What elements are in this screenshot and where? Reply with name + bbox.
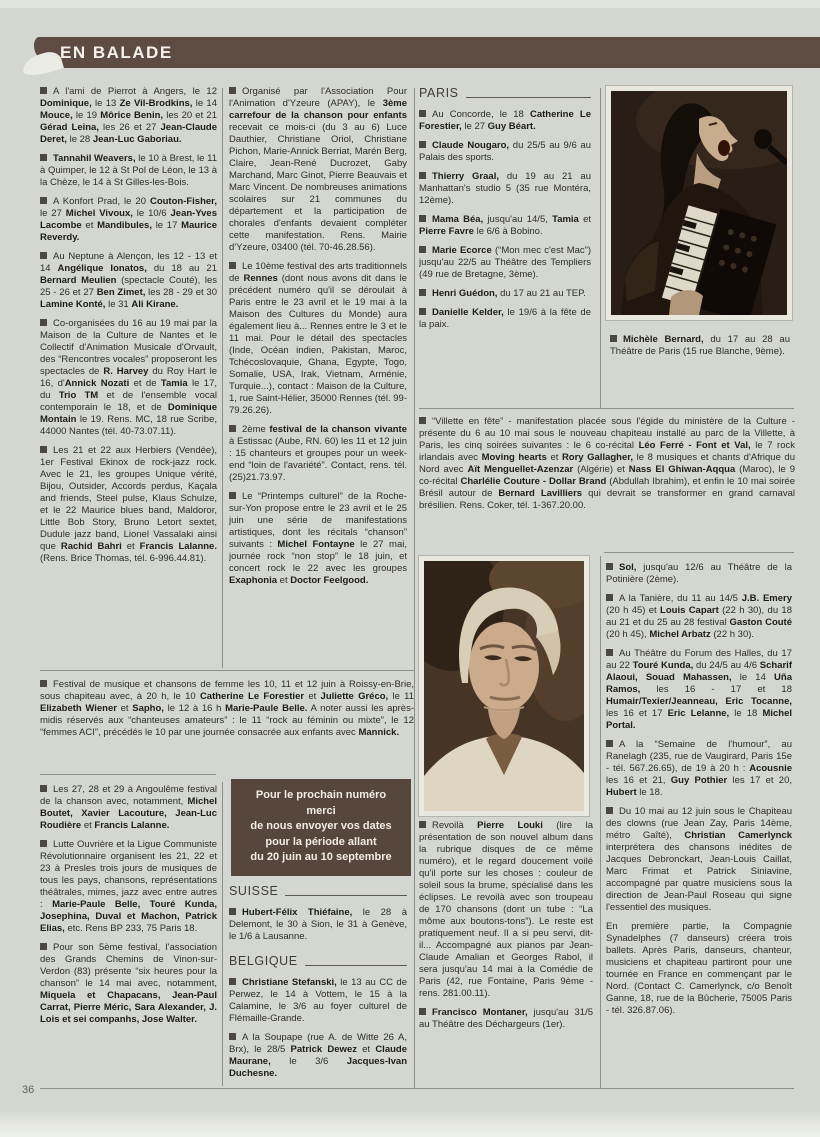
belgique-heading: BELGIQUE [229,954,407,968]
column-2-top [229,86,407,670]
paragraph [610,334,790,358]
artist-name: R. Harvey [103,366,149,377]
belgique-paragraphs [229,977,407,1080]
artist-name: Juliette Gréco, [320,691,389,702]
next-issue-announcement-box [231,779,411,876]
body-text: les 16 et 21, [606,775,671,786]
column-4-main [606,562,792,1084]
body-text: Au Théâtre du Forum des Halles, du 17 au 22 [606,648,792,671]
bullet-square-icon [606,649,613,656]
artist-name: Eric Lelanne, [667,708,730,719]
bullet-square-icon [229,425,236,432]
paragraph [419,416,795,512]
divider [419,408,794,409]
bullet-square-icon [610,335,617,342]
paragraph [606,739,792,799]
artist-name: Ze Vil-Brodkins, [119,98,193,109]
divider [40,1088,794,1089]
section-suisse [229,884,407,950]
artist-name: Henri Guédon, [432,288,498,299]
artist-name: Michel Arbatz [649,629,711,640]
body-text: A l'ami de Pierrot à Angers, le 12 [53,86,217,97]
artist-name: Bernard Meulien [40,275,117,286]
artist-name: Annick Nozati [64,378,130,389]
paragraph [229,491,407,587]
column-3-bottom [419,820,593,1086]
bullet-square-icon [419,289,426,296]
body-text: le 6/6 à Bobino. [473,226,543,237]
pierre-louki-portrait [424,561,584,811]
paragraph [40,251,217,311]
artist-name: Tamia [552,214,579,225]
artist-name: Francisco Montaner, [432,1007,528,1018]
column-rule [222,782,223,1086]
artist-name: Michel Boutet, Xavier Lacouture, Jean-Luc Roudière [40,796,217,831]
body-text: et [578,214,591,225]
body-text: les 16 - 17 et 18 [640,684,792,695]
paragraph [606,562,792,586]
body-text: qui devrait se transformer en grand carnaval brésilien. Rens. Coker, tél. 1-367.20.00. [419,488,795,511]
body-text: du Roy Hart le 16, d' [40,366,217,389]
page-title: EN BALADE [60,43,173,62]
suisse-paragraphs [229,907,407,943]
artist-name: Rennes [243,273,278,284]
body-text: Le “Printemps culturel” de la Roche-sur-Yon propose entre le 23 avril et le 25 juin une série de manifestations artistiques, dont les récitals “chanson” suivants : [229,491,407,550]
bullet-square-icon [419,141,426,148]
paragraph [419,171,591,207]
body-text: jusqu'au 12/6 au Théâtre de la Potinière (2ème). [606,562,792,585]
bullet-square-icon [606,740,613,747]
body-text: et [81,820,95,831]
body-text: le 19 [72,110,101,121]
artist-name: Môrice Benin, [100,110,164,121]
body-text: Au Concorde, le 18 [432,109,530,120]
artist-name: Humair/Texier/Jeanneau, Eric Tocanne, [606,696,792,707]
announcement-line: du 20 juin au 10 septembre [250,851,392,863]
paragraph [606,806,792,914]
body-text: le 18 [729,708,763,719]
bullet-square-icon [606,807,613,814]
artist-name: Danielle Kelder, [432,307,504,318]
body-text: le 11 [388,691,414,702]
paragraph [40,784,217,832]
body-text: les 16 et 17 [606,708,668,719]
paragraph [40,153,217,189]
artist-name: Ben Zimet, [96,287,146,298]
artist-name: Thierry Graal, [432,171,499,182]
body-text: le 28 [66,134,93,145]
body-text: et de [129,378,161,389]
bullet-square-icon [40,252,47,259]
page-number: 36 [22,1084,35,1096]
artist-name: Michel Portal. [606,708,792,731]
paragraph [229,86,407,254]
bullet-square-icon [419,1008,426,1015]
artist-name: Bernard Lavilliers [498,488,583,499]
artist-name: Dominique Montain [40,402,217,425]
artist-name: Miquela et Chapacans, Jean-Paul Carrat, Pierre Méric, Sara Alexander, J. Lois et sei companhs, Jose Walter. [40,990,217,1025]
artist-name: Mannick. [358,727,400,738]
body-text: Revoilà [432,820,478,831]
paragraph [40,318,217,438]
bullet-square-icon [40,680,47,687]
paragraph [40,86,217,146]
body-text: le 10/6 [132,208,171,219]
body-text: et [277,575,291,586]
artist-name: Michel Fontayne [277,539,355,550]
paragraph [229,977,407,1025]
bullet-square-icon [40,154,47,161]
body-text: interprétera des chansons inédites de Jacques Debronckart, Jean-Louis Caillat, Marc Frimat et Patrick Siniavine, accompagné par quatre musiciens sous la direction de Jean-Paul Roseau qui signe l'essentiel des musiques. [606,842,792,913]
artist-name: Michel Vivoux, [65,208,133,219]
artist-name: Rachid Bahri [60,541,122,552]
artist-name: Charlélie Couture - Dollar Brand [460,476,607,487]
body-text: le 17, du [40,378,217,401]
bullet-square-icon [229,978,236,985]
michele-bernard-singing-accordion [611,91,787,315]
artist-name: Pierre Favre [419,226,474,237]
artist-name: Jean-Yves Lacombe [40,208,217,231]
artist-name: Lamine Konté, [40,299,106,310]
body-text: du 19 au 21 au Manhattan's studio 5 (35 rue Montéra, 12ème). [419,171,591,206]
column-1-top [40,86,217,668]
body-text: 2ème [242,424,270,435]
artist-name: Sapho, [132,703,164,714]
divider [40,670,414,671]
artist-name: Rory Gallagher, [561,452,634,463]
artist-name: Mandibules, [97,220,152,231]
body-text: (22 h 30), du 18 au 21 et du 25 au 28 festival [606,605,792,628]
body-text: Organisé par l'Association Pour l'Animation d'Yzeure (APAY), le [229,86,407,109]
bullet-square-icon [419,821,426,828]
bullet-square-icon [229,262,236,269]
paragraph [419,109,591,133]
body-text: Festival de musique et chansons de femme les 10, 11 et 12 juin à Roissy-en-Brie, sous chapiteau avec, à 20 h, le 10 [40,679,414,702]
body-text: du 17 au 28 au Théâtre de Paris (15 rue Blanche, 9ème). [610,334,790,357]
paragraph [40,196,217,244]
body-text: recevait ce mois-ci (du 3 au 6) Luce Dauthier, Christiane Oriol, Christiane Pichon, Marie-Annick Berriat, Marén Berg, Claire, Jean-René Ducrozet, Gaby Marchand, Marc Ginot, Pierre Beauvais et Marc Vincent. De nombreuses animations scolaires sur 21 communes du département et la participation de chorales d'enfants devaient compléter cette manifestation. Rens. Mairie d'Yzeure, 03400 (tél. 70-46.28.56). [229,122,407,253]
artist-name: Hubert [606,787,637,798]
bullet-square-icon [229,908,236,915]
artist-name: Marie-Paule Belle, Touré Kunda, Josephina, Duval et Machon, Patrick Elias, [40,899,217,934]
body-text: le 27 [461,121,488,132]
body-text: du 18 au 21 [146,263,217,274]
artist-name: Christiane Stefanski, [242,977,337,988]
column-rule [414,88,415,1088]
paragraph [40,942,217,1026]
artist-name: Francis Lalanne. [139,541,217,552]
artist-name: 3ème carrefour de la chanson pour enfants [229,98,407,121]
bullet-square-icon [40,943,47,950]
bullet-square-icon [419,246,426,253]
artist-name: Pierre Louki [477,820,543,831]
body-text: le 28 à Delemont, le 30 à Sion, le 31 à Genève, le 1/6 à Lausanne. [229,907,407,942]
body-text: le 17 [151,220,182,231]
body-text: du 24/5 au 4/6 [693,660,760,671]
paragraph [40,445,217,565]
bullet-square-icon [229,1033,236,1040]
section-paris [419,86,591,406]
body-text: Les 21 et 22 aux Herbiers (Vendée), 1er Festival Ekinox de rock-jazz rock. Avec le 21, les groupes Unique vérité, Bijou, Outsider, Accords perdus, Kaçala and friends, Steel pulse, Klaus Schulze, et le 22 Maurice blues band, Maldoror, Little Bob Story, Bruno Letort sextet, Dudule jazz band, Lionel Vassalaki ainsi que [40,445,217,552]
section-belgique [229,954,407,1086]
body-text: les 17 et 20, [727,775,792,786]
body-text: le 13 au CC de Perwez, le 14 à Vottem, le 15 à la Calamine, le 3/6 au foyer culturel de Flémaille-Grande. [229,977,407,1024]
announcement-line: merci [306,804,336,817]
artist-name: Jean-Claude Deret, [40,122,217,145]
body-text: Du 10 mai au 12 juin sous le Chapiteau des clowns (rue Jean Zay, Paris 14ème, métro Gaîté), [606,806,792,841]
artist-name: Jean-Luc Gaboriau. [92,134,182,145]
body-text: jusqu'au 31/5 au Théâtre des Déchargeurs (1er). [419,1007,593,1030]
paragraph [229,1032,407,1080]
artist-name: Angélique Ionatos, [57,263,147,274]
announcement-line: Pour le prochain numéro [255,789,387,801]
body-text: (lire la présentation de son nouvel album dans la rubrique disques de ce même numéro), et le regard doucement voilé qu'il porte sur les choses : couleur de soleil sous la brume, spécialisé dans les éclipses. Le revoilà avec son troupeau de 170 chansons (dont un tube : “La môme aux boutons-tons”). Le reste est pratiquement neuf. Il a si peu servi, dit-il... Accompagné aux pianos par Jean-Claude Amalian et Georges Rabol, il sera jusqu'au 14 mai à la Comédie de Paris (42, rue Fontaine, Paris 9ème - rens. 281.00.11). [419,820,593,999]
body-text: et [116,703,133,714]
artist-name: Mouce, [40,110,73,121]
column-rule [600,556,601,1088]
body-text: les 20 et 21 [163,110,217,121]
body-text: Au Neptune à Alençon, les 12 - 13 et 14 [40,251,217,274]
body-text: du 25/5 au 9/6 au Palais des sports. [419,140,591,163]
bullet-square-icon [40,840,47,847]
body-text: (20 h 45), [606,629,650,640]
body-text: A la Soupape (rue A. de Witte 26 A, Brx), le 28/5 [229,1032,407,1055]
header-bar-swoosh [20,49,64,79]
artist-name: Jacques-Ivan Duchesne. [229,1056,407,1079]
artist-name: Guy Pothier [670,775,728,786]
body-text: Pour son 5ème festival, l'association des Grands Chemins de Vinon-sur-Verdon (83) présente “six heures pour la chanson” le 14 mai avec, notamment, [40,942,217,989]
bullet-square-icon [419,417,426,424]
body-text: (Abdullah Ibrahim), et enfin le 10 mai soirée Brésil autour de [419,476,795,499]
body-text: le 14 [192,98,217,109]
artist-name: Hubert-Félix Thiéfaine, [242,907,353,918]
body-text: le 27 mai, journée rock “non stop” le 18 juin, et concert rock le 22 avec les groupes [229,539,407,574]
body-text: (Rens. Brice Thomas, tél. 6-996.44.81). [40,553,207,564]
suisse-heading: SUISSE [229,884,407,898]
body-text: A la “Semaine de l'humour”, au Ranelagh (235, rue de Vaugirard, Paris 15e - tél. 567.26.65), de 19 à 20 h : [606,739,792,774]
announcement-line: pour la période allant [265,835,377,848]
artist-name: Elizabeth Wiener [40,703,117,714]
body-text: le 19. Rens. MC, 18 rue Scribe, 44000 Nantes (tél. 40-73.07.11). [40,414,217,437]
artist-name: Acousnie [749,763,792,774]
villette-strip [419,416,795,548]
bullet-square-icon [40,785,47,792]
body-text: A la Tanière, du 11 au 14/5 [619,593,742,604]
artist-name: Gérad Leina, [40,122,99,133]
bullet-square-icon [229,492,236,499]
artist-name: Couton-Fisher, [149,196,217,207]
body-text: et [81,220,98,231]
artist-name: festival de la chanson vivante [269,424,407,435]
paragraph [606,648,792,732]
bullet-square-icon [419,308,426,315]
artist-name: Marie-Paule Belle. [225,703,308,714]
body-text: le 27 [40,208,66,219]
body-text: le 12 à 16 h [163,703,226,714]
body-text: “Villette en fête” - manifestation placée sous l'égide du ministère de la Culture - présente du 6 au 10 mai sous le nouveau chapiteau installé au parc de la Villette, à Paris, les cinq soirées suivantes : le 6 co-récital [419,416,795,451]
paragraph [606,921,792,1017]
bullet-square-icon [40,87,47,94]
body-text: En première partie, la Compagnie Synadelphes (7 danseurs) créera trois ballets. Après Paris, danseurs, chanteur, musiciens et chapiteau partiront pour une tournée en France en commençant par le Nord. (Contact C. Camerlynck, c/o Benoît Ganne, 18, rue de la Bûcherie, 75005 Paris - tél. 326.87.06). [606,921,792,1016]
body-text: et [304,691,321,702]
body-text: Lutte Ouvrière et la Ligue Communiste Révolutionnaire organisent les 21, 22 et 23 à Presles trois jours de musiques de tous les pays, chansons, représentations théâtrales, mimes, jazz avec entre autres : [40,839,217,910]
body-text: à Estissac (Aube, RN. 60) les 11 et 12 juin : 15 chanteurs et groupes pour un week-end “loin de l'avariété”. Contact, rens. tél. (25)21.73.97. [229,436,407,483]
bullet-square-icon [40,319,47,326]
bullet-square-icon [419,172,426,179]
artist-name: Patrick Dewez [290,1044,357,1055]
body-text: le 7 rock irlandais avec [419,440,795,463]
paragraph [419,214,591,238]
artist-name: Tamia [160,378,188,389]
artist-name: Nass El Ghiwan-Aqqua [628,464,736,475]
body-text: (Maroc), le 9 co-récital [419,464,795,487]
photo-pierre-louki [419,556,589,816]
body-text: le 14 [731,672,775,683]
body-text: le 10 à Brest, le 11 à Quimper, le 12 à St Pol de Léon, le 13 à la Chèze, le 14 à St Gilles-les-Bois. [40,153,217,188]
body-text: du 17 au 21 au TEP. [497,288,586,299]
artist-name: Claude Maurane, [229,1044,407,1067]
artist-name: Louis Capart [660,605,719,616]
artist-name: Michèle Bernard, [623,334,704,345]
bullet-square-icon [229,87,236,94]
body-text: les 28 - 29 et 30 [145,287,217,298]
body-text: jusqu'au 14/5, [483,214,553,225]
paris-paragraphs [419,109,591,331]
paragraph [419,140,591,164]
paragraph [229,907,407,943]
artist-name: Mama Béa, [432,214,484,225]
body-text: et [356,1044,376,1055]
body-text: le 3/6 [270,1056,347,1067]
paragraph [606,593,792,641]
bullet-square-icon [40,446,47,453]
body-text: et de l'ensemble vocal contemporain le 18, et de [40,390,217,413]
paragraph [229,261,407,417]
artist-name: Tannahil Weavers, [53,153,136,164]
divider [604,552,794,553]
artist-name: Touré Kunda, [632,660,694,671]
announcement-line: de nous envoyer vos dates [250,820,392,832]
body-text: le 8 musiques et chants d'Afrique du Nord avec [419,452,795,475]
femme-festival-strip [40,679,414,771]
paragraph [419,288,591,300]
bullet-square-icon [606,594,613,601]
body-text: Le 10ème festival des arts traditionnels de [229,261,407,284]
artist-name: Ali Kirane. [131,299,179,310]
artist-name: Exaphonia [229,575,278,586]
artist-name: Sol, [619,562,637,573]
body-text: (dont nous avons dit dans le précédent numéro qu'il se déroulait à Paris entre le 23 avril et le 19 mai à la Maison des Cultures du Monde) aura également lieu à... Rennes entre le 3 et le 11 mai. Pour le détail des spectacles (Inde, Océan indien, Pakistan, Maroc, Tchécoslovaquie, Ghana, Egypte, Togo, Somalie, USA, Irak, Vietnam, Arménie, Turquie...), contact : Maison de la Culture, 1, rue Saint-Hélier, 35000 Rennes (tél. 99-79.26.26). [229,273,407,416]
artist-name: Léo Ferré - Font et Val, [638,440,751,451]
body-text: et [121,541,140,552]
body-text: etc. Rens BP 233, 75 Paris 18. [64,923,198,934]
paragraph [419,307,591,331]
column-rule [600,88,601,408]
bullet-square-icon [606,563,613,570]
body-text: le 31 [105,299,132,310]
artist-name: Aït Menguellet-Azenzar [467,464,574,475]
paragraph [229,424,407,484]
artist-name: Trio TM [58,390,99,401]
bullet-square-icon [419,110,426,117]
body-text: le 19/6 à la fête de la paix. [419,307,591,330]
artist-name: Dominique, [40,98,92,109]
divider [40,774,216,775]
page-bottom-edge [0,1112,820,1137]
body-text: et [546,452,562,463]
paris-heading: PARIS [419,86,591,100]
body-text: (Algérie) et [573,464,629,475]
artist-name: Catherine Le Forestier [199,691,305,702]
artist-name: Guy Béart. [487,121,536,132]
bullet-square-icon [419,215,426,222]
artist-name: J.B. Emery [741,593,792,604]
body-text: (22 h 30). [710,629,755,640]
artist-name: Maurice Reverdy. [40,220,217,243]
column-rule [222,88,223,668]
artist-name: Catherine Le Forestier, [419,109,591,132]
body-text: les 26 et 27 [98,122,161,133]
artist-name: Christian Camerlynck [684,830,792,841]
column-1-bottom [40,784,217,1084]
body-text: (20 h 45) et [606,605,661,616]
artist-name: Gaston Couté [729,617,792,628]
body-text: le 13 [91,98,120,109]
paragraph [40,839,217,935]
bullet-square-icon [40,197,47,204]
artist-name: Uña Ramos, [606,672,792,695]
body-text: Co-organisées du 16 au 19 mai par la Maison de la Culture de Nantes et le Collectif d'Animation Musicale d'Orvault, des “Rencontres vocales” proposeront les spectacles de [40,318,217,377]
paragraph [40,679,414,739]
michele-bernard-caption [610,334,790,384]
body-text: A Konfort Prad, le 20 [53,196,150,207]
body-text: Les 27, 28 et 29 à Angoulême festival de la chanson avec, notamment, [40,784,217,807]
photo-michele-bernard [606,86,792,320]
paragraph [419,1007,593,1031]
artist-name: Doctor Feelgood. [290,575,369,586]
body-text: le 18. [636,787,663,798]
artist-name: Claude Nougaro, [432,140,510,151]
body-text: (“Mon mec c'est Mac”) jusqu'au 22/5 au Théâtre des Templiers (49 rue de Bretagne, 3ème). [419,245,591,280]
paragraph [419,820,593,1000]
body-text: (spectacle Couté), les 25 - 26 et 27 [40,275,217,298]
body-text: A noter aussi les après-midis réservés aux “chanteuses amateurs” : le 11 “rock au féminin ou mixte”, le 12 “femmes ACI”, précédés le 10 par une journée consacrée aux enfants avec [40,703,414,738]
artist-name: Francis Lalanne. [94,820,170,831]
paragraph [419,245,591,281]
artist-name: Marie Ecorce [432,245,492,256]
artist-name: Moving hearts [481,452,547,463]
artist-name: Scharif Alaoui, Souad Mahassen, [606,660,792,683]
